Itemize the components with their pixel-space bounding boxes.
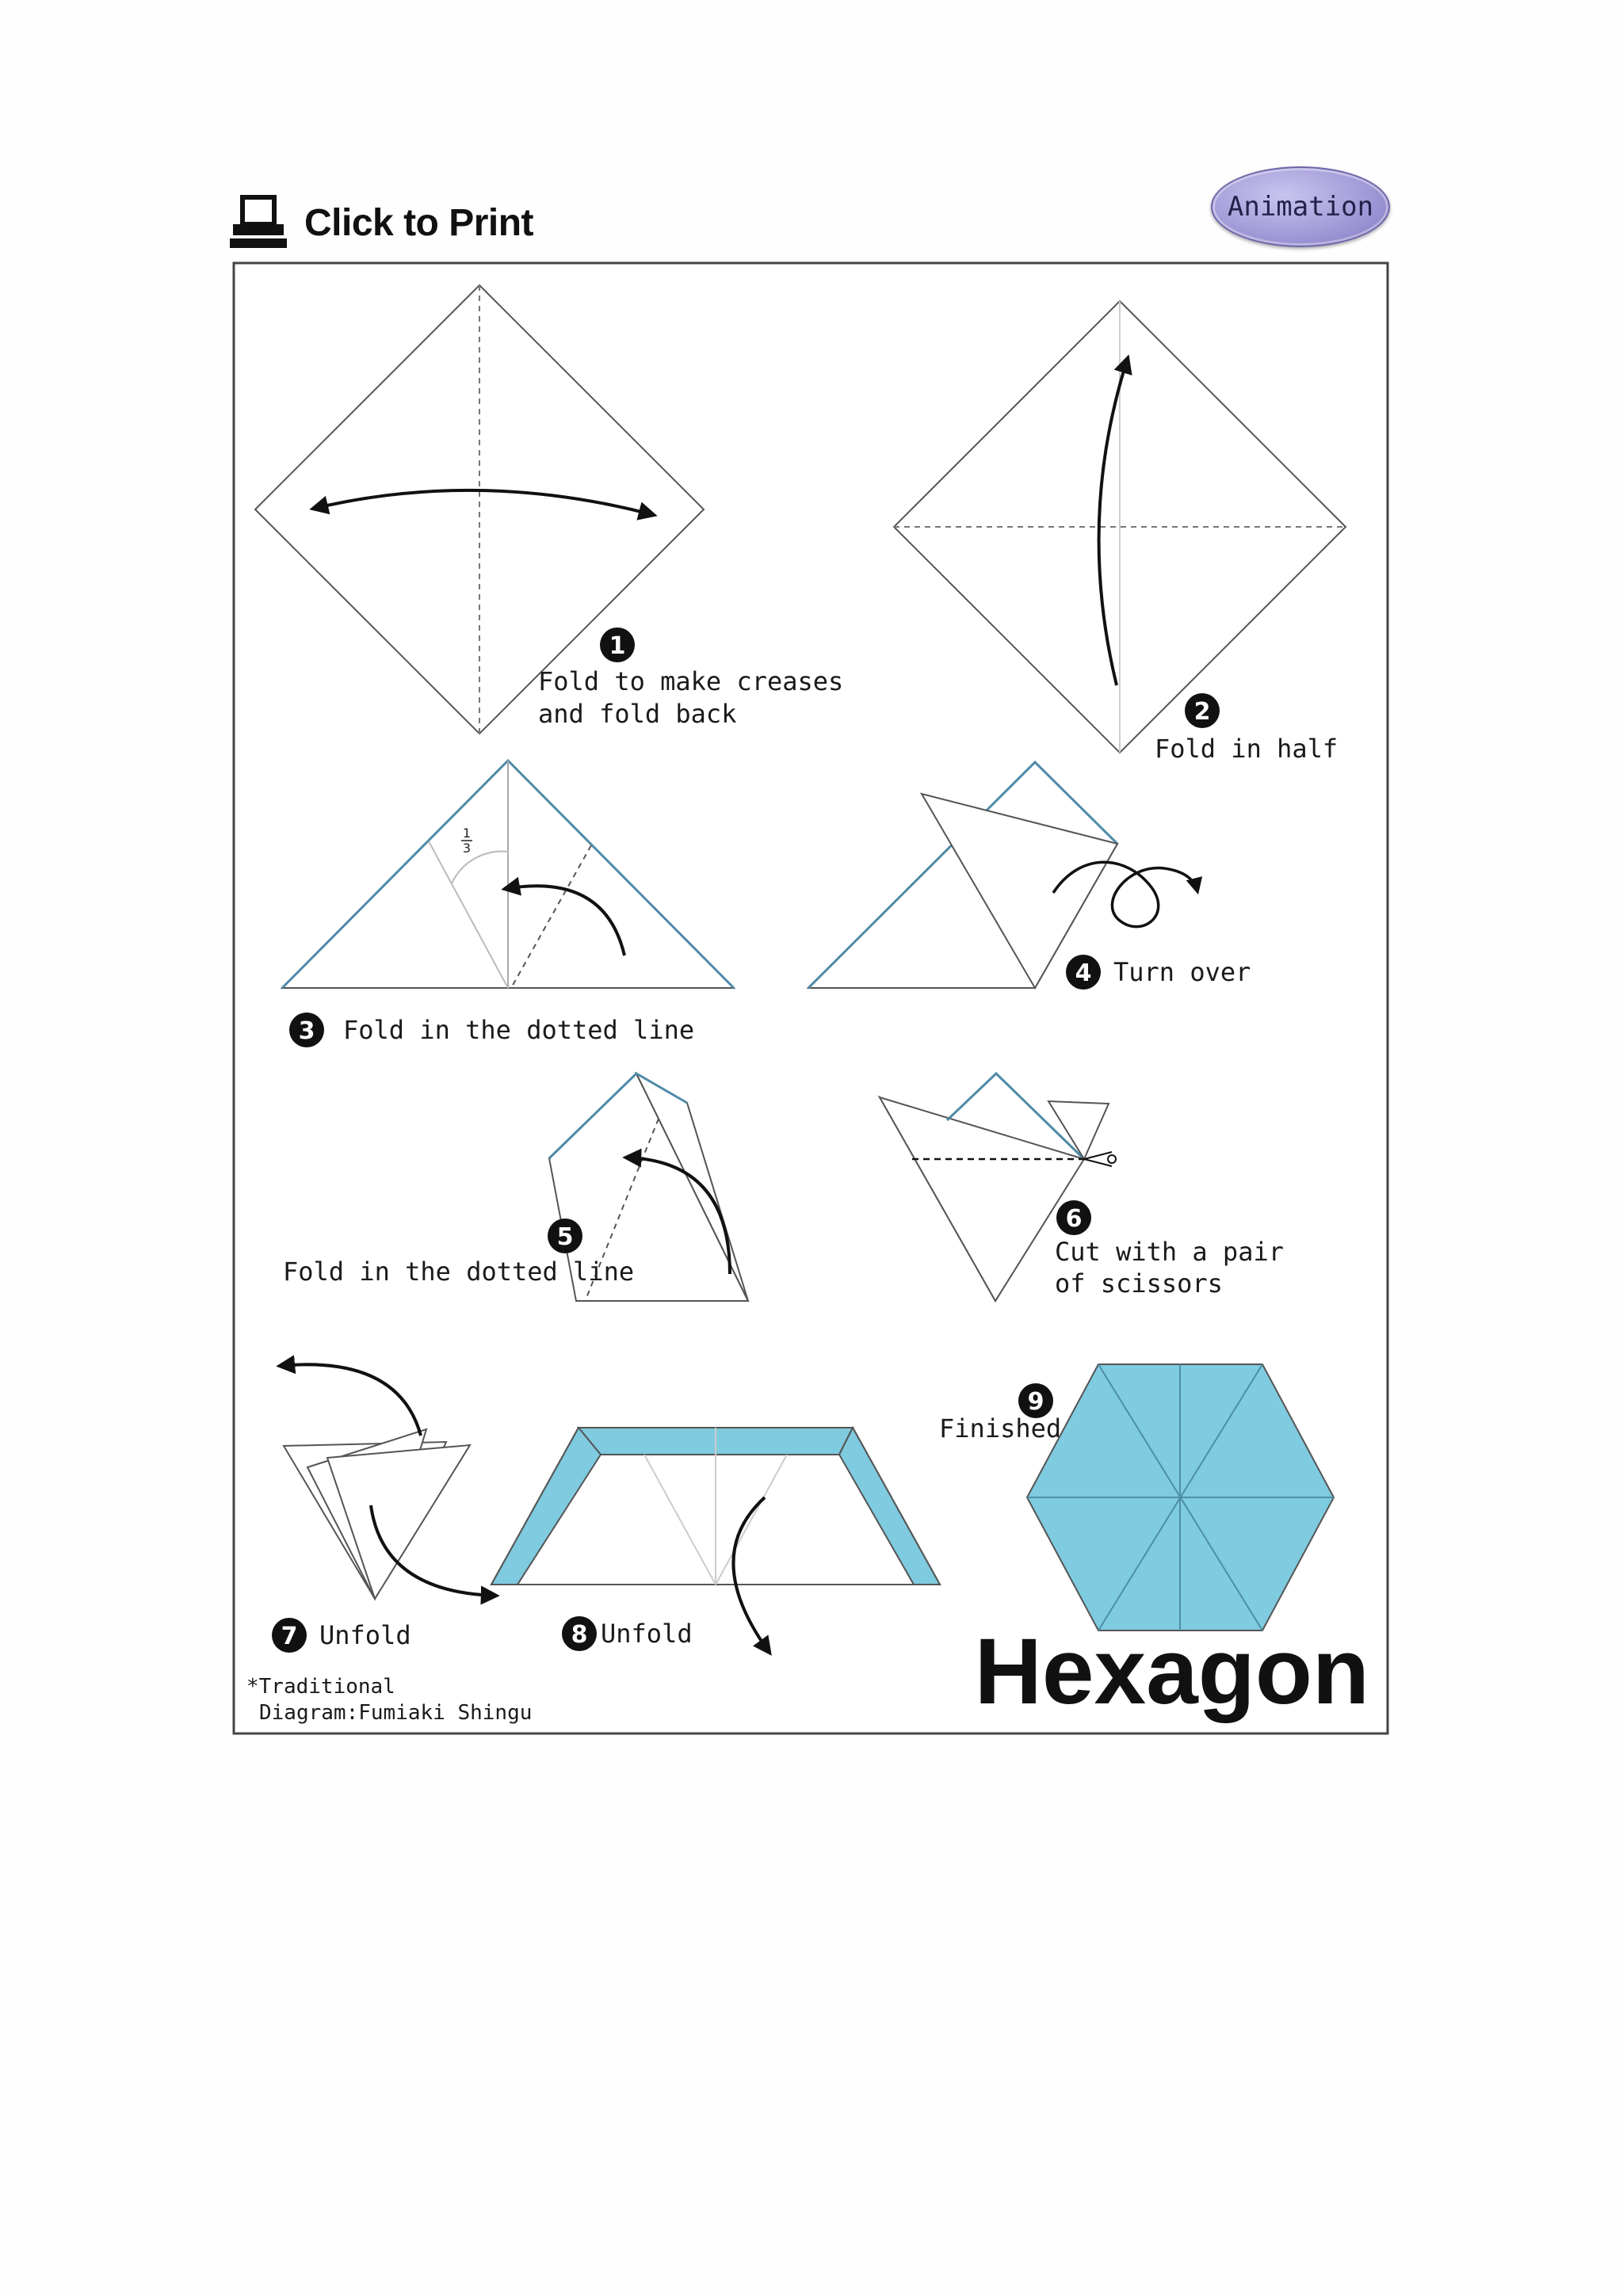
diagram-title: Hexagon: [974, 1619, 1369, 1724]
svg-text:5: 5: [556, 1223, 574, 1251]
svg-text:8: 8: [571, 1621, 588, 1649]
step-1-text-line-2: and fold back: [538, 699, 737, 729]
step-1-badge: [600, 627, 635, 662]
step-4-text: Turn over: [1113, 957, 1251, 987]
step-5-text: Fold in the dotted line: [283, 1257, 635, 1287]
svg-text:3: 3: [462, 841, 472, 856]
step-3-text: Fold in the dotted line: [343, 1015, 695, 1045]
step-1-text-line-1: Fold to make creases: [538, 666, 844, 696]
animation-button[interactable]: Animation: [1211, 166, 1390, 247]
step-8-badge: [562, 1616, 597, 1651]
step-6-text-line-2: of scissors: [1055, 1268, 1223, 1299]
step-8-text: Unfold: [601, 1619, 693, 1649]
step-2-badge: [1185, 693, 1220, 728]
step-6-text-line-1: Cut with a pair: [1055, 1237, 1284, 1267]
svg-text:7: 7: [281, 1623, 298, 1650]
step-6-badge: [1056, 1200, 1091, 1235]
step-7-text: Unfold: [319, 1620, 411, 1650]
svg-text:4: 4: [1075, 959, 1092, 987]
svg-text:2: 2: [1193, 698, 1211, 726]
print-label: Click to Print: [304, 201, 534, 244]
instruction-diagram: [232, 261, 1389, 1735]
step-4-badge: [1066, 955, 1101, 990]
step-2-text: Fold in half: [1155, 734, 1338, 764]
printer-icon: [230, 194, 287, 251]
svg-text:9: 9: [1027, 1388, 1044, 1416]
step-3-badge: [289, 1013, 324, 1047]
step-7-badge: [272, 1618, 307, 1653]
svg-text:3: 3: [298, 1017, 315, 1045]
svg-text:1: 1: [609, 632, 626, 660]
svg-text:6: 6: [1065, 1205, 1083, 1233]
step-5-badge: [548, 1219, 582, 1253]
print-link[interactable]: [230, 194, 533, 251]
credit-traditional: *Traditional: [246, 1675, 395, 1699]
diagram-frame: [232, 261, 1389, 1735]
svg-text:1: 1: [462, 826, 472, 841]
step-9-text: Finished: [939, 1413, 1062, 1444]
credit-diagram-author: Diagram:Fumiaki Shingu: [259, 1701, 533, 1725]
